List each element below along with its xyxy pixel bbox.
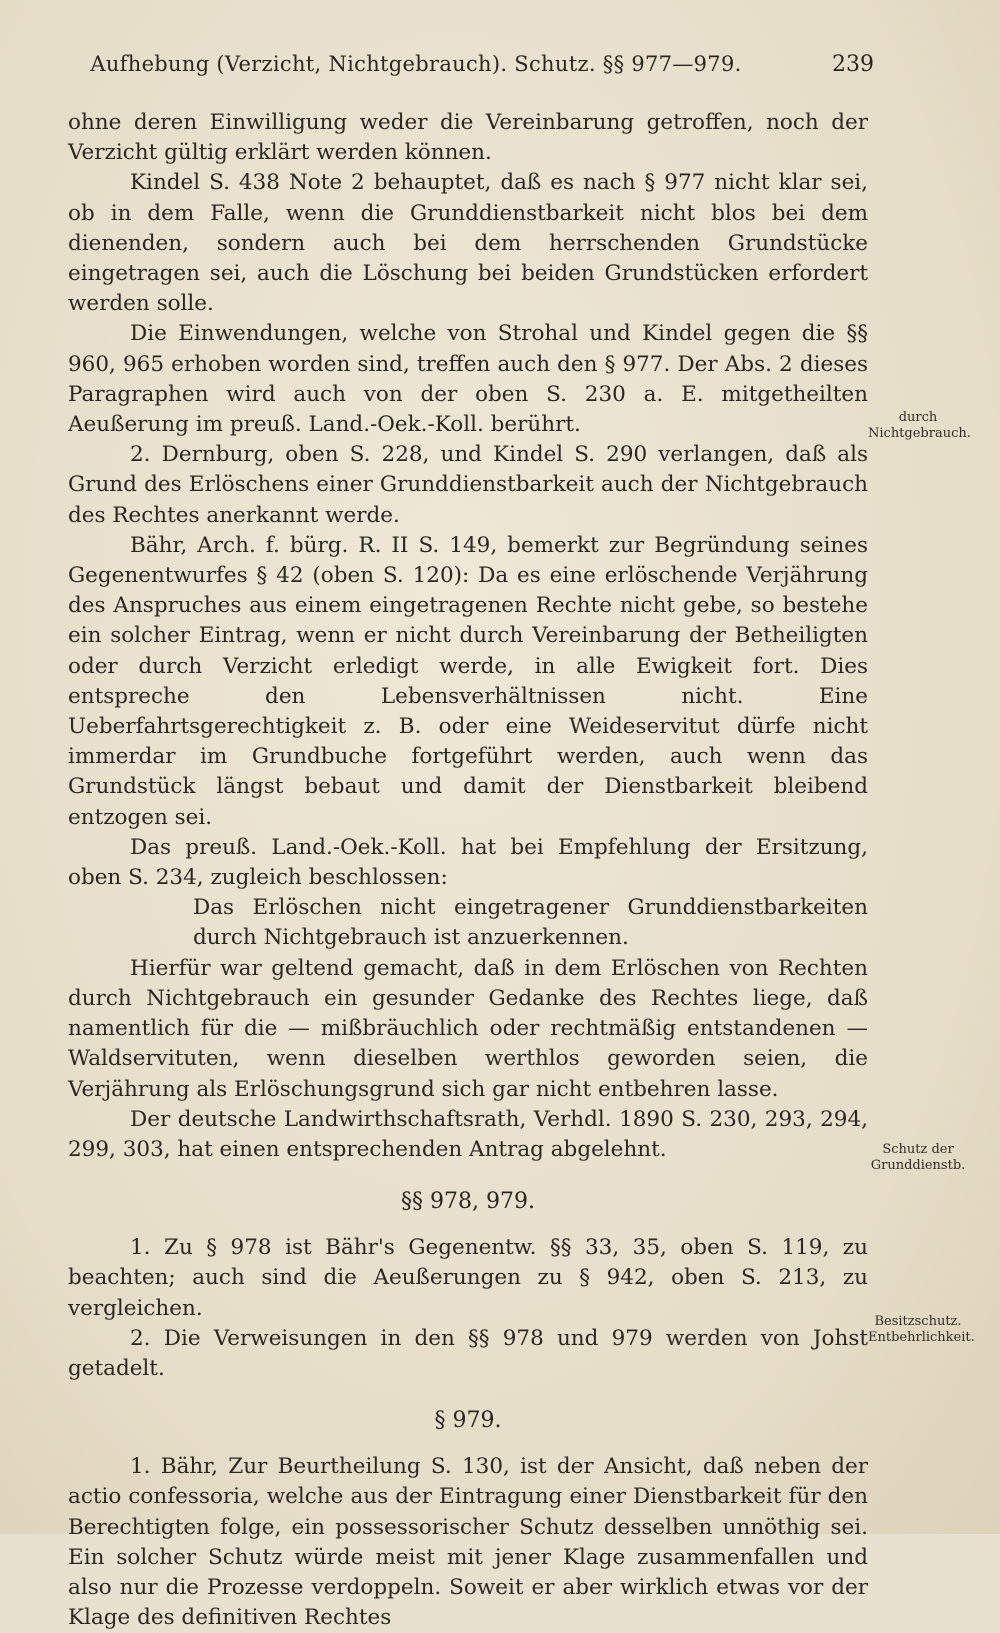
running-title: Aufhebung (Verzicht, Nichtgebrauch). Schutz. §§ 977—979. (90, 52, 742, 76)
paragraph: Das preuß. Land.-Oek.-Koll. hat bei Empfehlung der Ersitzung, oben S. 234, zugleich beschlossen: (68, 834, 868, 891)
page-number: 239 (832, 52, 874, 77)
paragraph: 2. Dernburg, oben S. 228, und Kindel S. 290 verlangen, daß als Grund des Erlöschens einer Grunddienstbarkeit auch der Nichtgebrauch des Rechtes anerkannt werde. (68, 442, 868, 528)
margin-note: durch Nichtgebrauch. (868, 410, 971, 441)
paragraph: Bähr, Arch. f. bürg. R. II S. 149, bemerkt zur Begründung seines Gegenentwurfes § 42 (oben S. 120): Da es eine erlöschende Verjährung des Anspruches aus einem eingetragenen Rechte nicht gebe, so bestehe ein solcher Eintrag, wenn er nicht durch Vereinbarung der Betheiligten oder durch Verzicht erledigt werde, in alle Ewigkeit fort. Dies entspreche den Lebensverhältnissen nicht. Eine Ueberfahrtsgerechtigkeit z. B. oder eine Weideservitut dürfe nicht immerdar im Grundbuche fortgeführt werden, auch wenn das Grundstück längst bebaut und damit der Dienstbarkeit bleibend entzogen sei. (68, 532, 868, 830)
section-heading-979: § 979. (434, 1408, 502, 1434)
paragraph: 2. Die Verweisungen in den §§ 978 und 979 werden von Johst getadelt. (68, 1325, 868, 1381)
paragraph: ohne deren Einwilligung weder die Vereinbarung getroffen, noch der Verzicht gültig erklärt werden können. (68, 110, 868, 166)
paragraph: Die Einwendungen, welche von Strohal und Kindel gegen die §§ 960, 965 erhoben worden sind, treffen auch den § 977. Der Abs. 2 dieses Paragraphen wird auch von der oben S. 230 a. E. mitgetheilten Aeußerung im preuß. Land.-Oek.-Koll. berührt. (68, 321, 868, 438)
quoted-resolution: Das Erlöschen nicht eingetragener Grunddienstbarkeiten durch Nichtgebrauch ist anzuerkennen. (193, 895, 868, 951)
paragraph: Kindel S. 438 Note 2 behauptet, daß es nach § 977 nicht klar sei, ob in dem Falle, wenn die Grunddienstbarkeit nicht blos bei dem dienenden, sondern auch bei dem herrschenden Grundstücke eingetragen sei, auch die Löschung bei beiden Grundstücken erfordert werden solle. (68, 170, 868, 317)
margin-note: Schutz der Grunddienstb. (870, 1142, 966, 1173)
section-heading-978-979: §§ 978, 979. (401, 1189, 535, 1215)
paragraph: Der deutsche Landwirthschaftsrath, Verhdl. 1890 S. 230, 293, 294, 299, 303, hat einen entsprechenden Antrag abgelehnt. (68, 1106, 868, 1162)
paragraph: 1. Bähr, Zur Beurtheilung S. 130, ist der Ansicht, daß neben der actio confessoria, welche aus der Eintragung einer Dienstbarkeit für den Berechtigten folge, ein possessorischer Schutz desselben unnöthig sei. Ein solcher Schutz würde meist mit jener Klage zusammenfallen und also nur die Prozesse verdoppeln. Soweit er aber wirklich etwas vor der Klage des definitiven Rechtes (68, 1454, 868, 1631)
paragraph: Hierfür war geltend gemacht, daß in dem Erlöschen von Rechten durch Nichtgebrauch ein gesunder Gedanke des Rechtes liege, daß namentlich für die — mißbräuchlich oder rechtmäßig entstandenen — Waldservituten, wenn dieselben werthlos geworden seien, die Verjährung als Erlöschungsgrund sich gar nicht entbehren lasse. (68, 955, 868, 1102)
margin-note: Besitzschutz. Entbehrlichkeit. (868, 1314, 975, 1345)
running-head (68, 52, 874, 92)
paragraph: 1. Zu § 978 ist Bähr's Gegenentw. §§ 33, 35, oben S. 119, zu beachten; auch sind die Aeußerungen zu § 942, oben S. 213, zu vergleichen. (68, 1235, 868, 1321)
page-body (68, 108, 868, 1633)
